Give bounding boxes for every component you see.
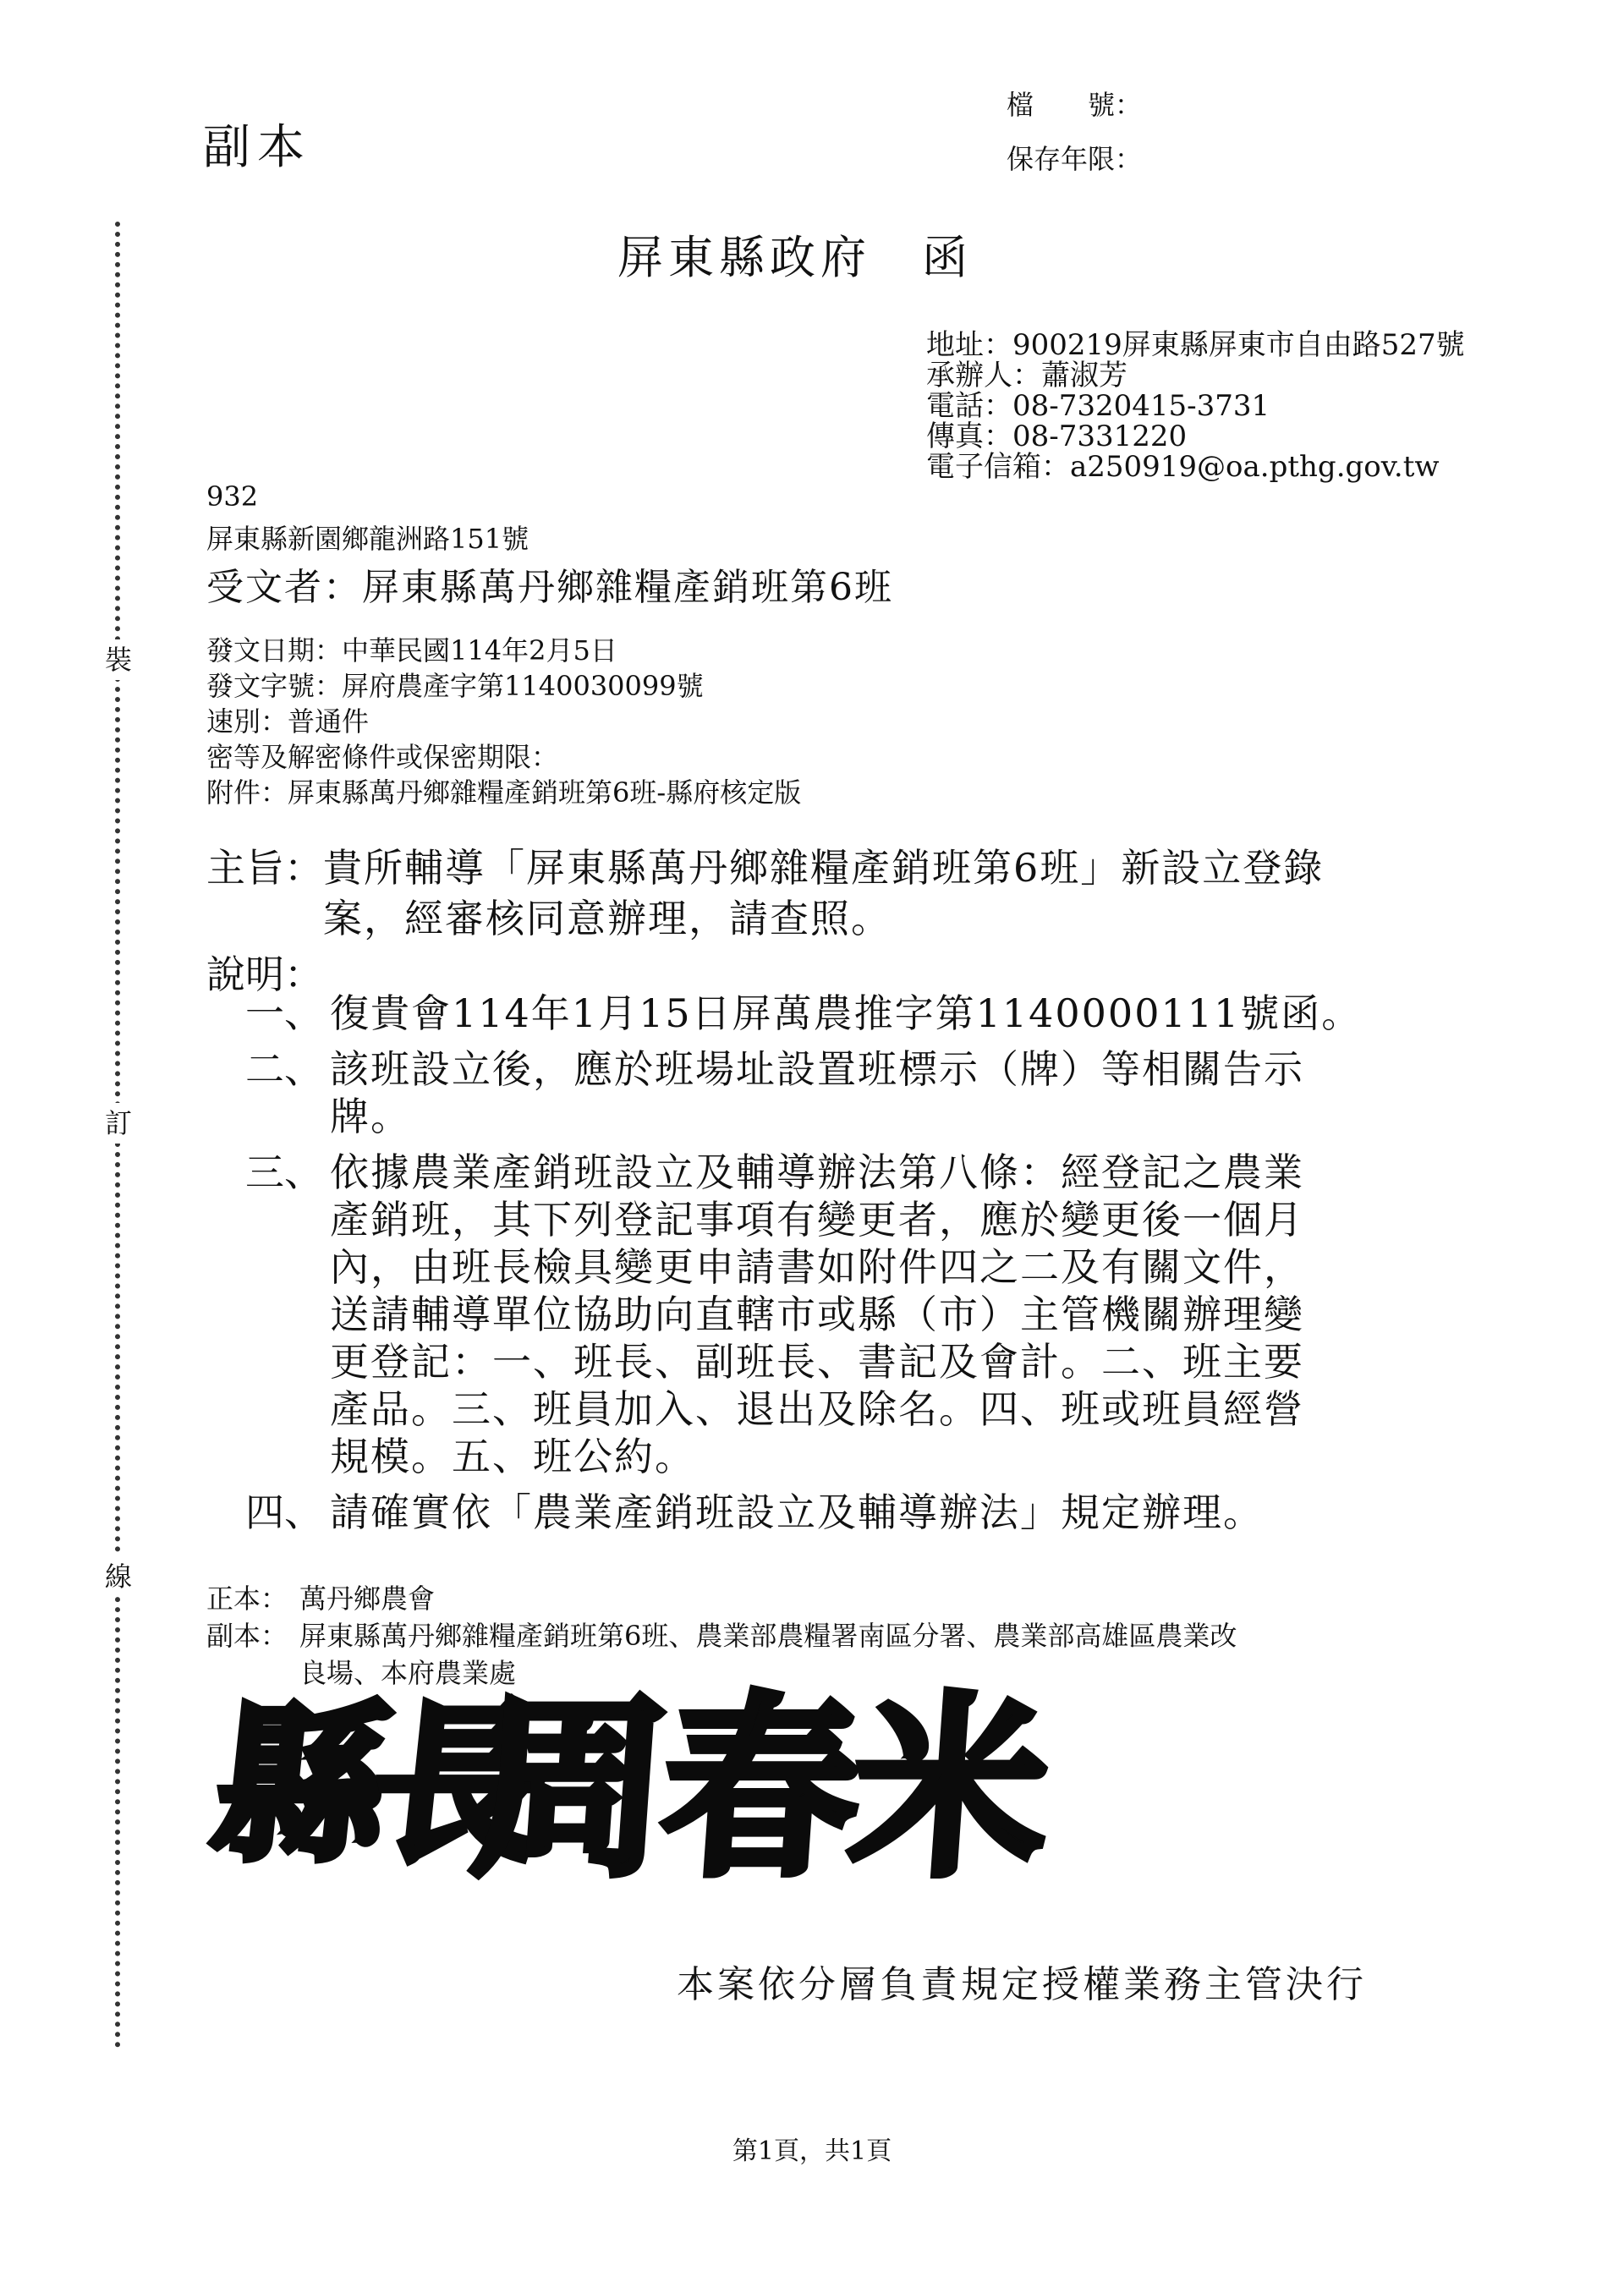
meta-label: 附件：: [206, 776, 288, 809]
item-text: 依據農業產銷班設立及輔導辦法第八條：經登記之農業 產銷班，其下列登記事項有變更者，應於變更後一個月 內，由班長檢具變更申請書如附件四之二及有關文件， 送請輔導單位協助向直轄市或縣（市）主管機關辦理變 更登記：一、班長、副班長、書記及會計。二、班主要 產品。三、班員加入、退出及除名。四、班或班員經營 規模。五、班公約。: [330, 1149, 1304, 1479]
signature-name: 周春米: [466, 1675, 1051, 1903]
margin-line-mark: 線: [102, 1556, 135, 1597]
item-number: 一、: [245, 990, 323, 1036]
meta-label: 速別：: [206, 705, 288, 738]
meta-label: 密等及解密條件或保密期限：: [206, 741, 559, 773]
delegation-note: 本案依分層負責規定授權業務主管決行: [677, 1963, 1367, 2006]
meta-row: [206, 633, 801, 668]
magistrate-signature: [206, 1675, 1051, 1903]
subject-section: [206, 842, 1416, 944]
contact-label: 傳真：: [926, 420, 1012, 453]
issue-meta: [206, 633, 801, 810]
retention-label: 保存年限：: [1007, 143, 1143, 175]
item-number: 四、: [245, 1489, 323, 1535]
list-item: [245, 990, 1421, 1037]
meta-row: [206, 739, 801, 775]
attachment-value: 屏東縣萬丹鄉雜糧產銷班第6班-縣府核定版: [288, 776, 802, 809]
contact-row: [926, 360, 1465, 391]
meta-value: 屏府農產字第1140030099號: [342, 670, 704, 702]
original-label: 正本：: [206, 1583, 288, 1615]
document-title: 屏東縣政府 函: [617, 231, 973, 284]
contact-row: [926, 391, 1465, 421]
item-text: 該班設立後，應於班場址設置班標示（牌）等相關告示 牌。: [330, 1046, 1304, 1139]
meta-value: 普通件: [288, 705, 370, 738]
contact-value: 08-7331220: [1012, 420, 1188, 453]
contact-value: 08-7320415-3731: [1012, 389, 1270, 423]
page-indicator: 第1頁，共1頁: [732, 2137, 892, 2166]
recipient-address: 屏東縣新園鄉龍洲路151號: [206, 523, 529, 555]
item-text: 復貴會114年1月15日屏萬農推字第1140000111號函。: [330, 990, 1363, 1036]
signature-title: 縣長: [206, 1686, 546, 1884]
contact-value: 蕭淑芳: [1041, 359, 1127, 392]
contact-label: 承辦人：: [926, 359, 1041, 392]
file-number-label: 檔 號：: [1007, 89, 1143, 121]
recipient: [206, 557, 893, 611]
contact-row: [926, 421, 1465, 452]
margin-bind-mark: 裝: [102, 639, 135, 680]
item-text: 請確實依「農業產銷班設立及輔導辦法」規定辦理。: [330, 1489, 1264, 1535]
contact-label: 地址：: [926, 328, 1012, 362]
recipient-name: 屏東縣萬丹鄉雜糧產銷班第6班: [362, 566, 893, 609]
contact-label: 電子信箱：: [926, 450, 1070, 484]
subject-label: 主旨：: [206, 845, 323, 891]
copy-mark: 副本: [203, 120, 311, 175]
contact-row: [926, 452, 1465, 482]
explanation-label: 說明：: [206, 952, 323, 997]
contact-label: 電話：: [926, 389, 1012, 423]
meta-label: 發文日期：: [206, 634, 343, 666]
contact-email: a250919@oa.pthg.gov.tw: [1070, 450, 1440, 484]
list-item: [245, 1045, 1421, 1140]
contact-block: [926, 330, 1465, 482]
copy-recipients: 屏東縣萬丹鄉雜糧產銷班第6班、農業部農糧署南區分署、農業部高雄區農業改 良場、本府農業處: [299, 1620, 1237, 1689]
file-meta: [1007, 78, 1142, 186]
copy-label: 副本：: [206, 1620, 288, 1652]
subject-text: 貴所輔導「屏東縣萬丹鄉雜糧產銷班第6班」新設立登錄 案，經審核同意辦理，請查照。: [323, 845, 1325, 941]
item-number: 三、: [245, 1149, 323, 1195]
original-recipient-row: [206, 1580, 1237, 1617]
list-item: [245, 1149, 1421, 1480]
margin-staple-mark: 訂: [102, 1103, 135, 1144]
meta-value: 中華民國114年2月5日: [342, 634, 617, 666]
recipient-label: 受文者：: [206, 566, 362, 609]
meta-row: [206, 704, 801, 739]
item-number: 二、: [245, 1046, 323, 1092]
meta-row: [206, 775, 801, 810]
meta-label: 發文字號：: [206, 670, 343, 702]
list-item: [245, 1489, 1421, 1536]
contact-row: [926, 330, 1465, 360]
meta-row: [206, 668, 801, 704]
recipient-zip: 932: [206, 480, 259, 513]
original-recipients: 萬丹鄉農會: [299, 1583, 436, 1615]
explanation-list: [245, 990, 1421, 1544]
contact-value: 900219屏東縣屏東市自由路527號: [1012, 328, 1465, 362]
